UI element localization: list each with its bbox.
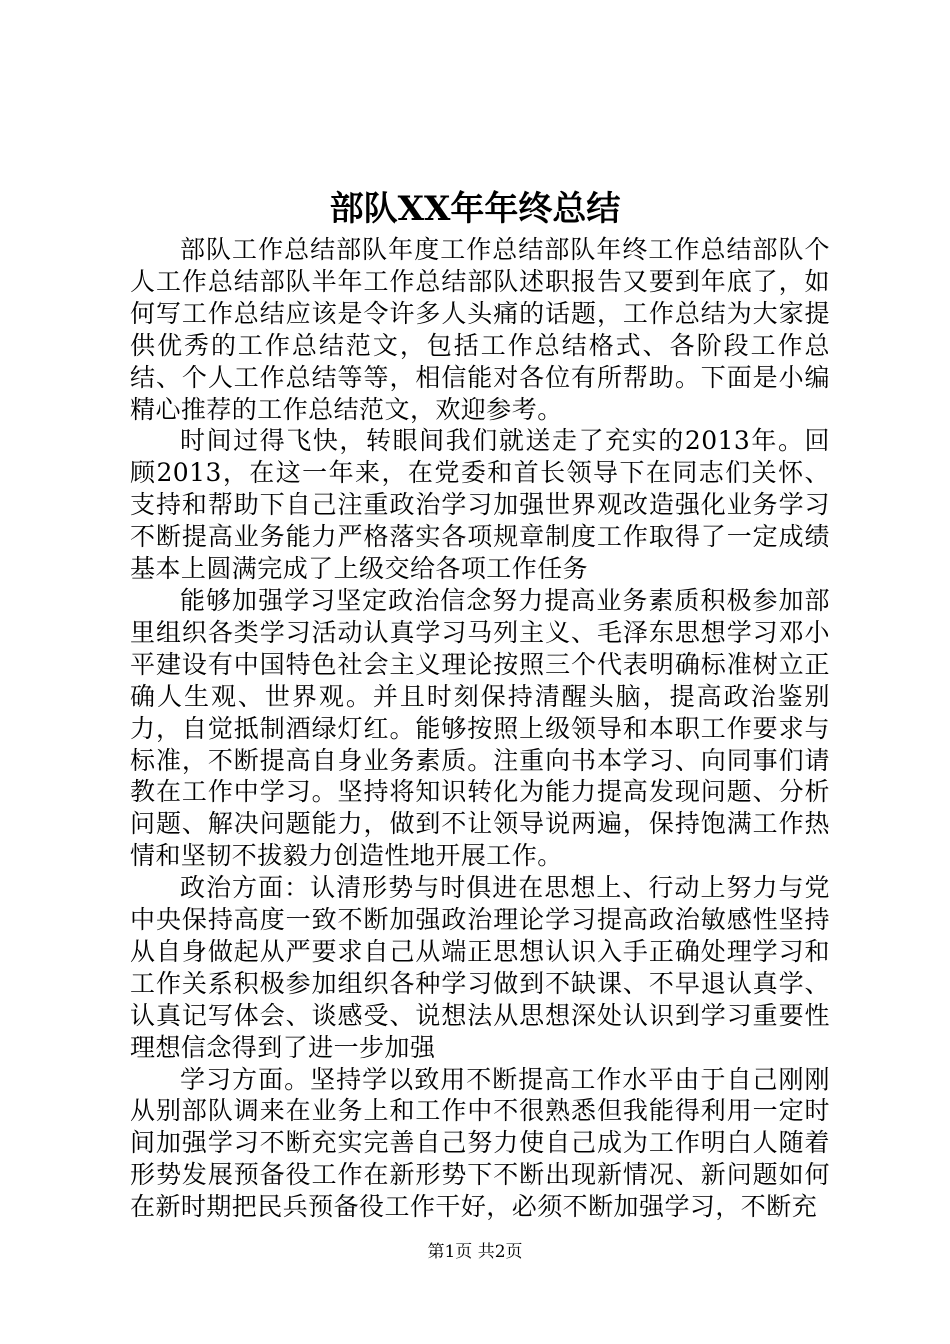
paragraph-review: 时间过得飞快，转眼间我们就送走了充实的2013年。回顾2013，在这一年来，在党委和首长领导下在同志们关怀、支持和帮助下自己注重政治学习加强世界观改造强化业务学习不断提高业务能力严格落实各项规章制度工作取得了一定成绩基本上圆满完成了上级交给各项工作任务 [130,426,830,584]
page-number-footer: 第1页 共2页 [427,1242,523,1262]
paragraph-intro: 部队工作总结部队年度工作总结部队年终工作总结部队个人工作总结部队半年工作总结部队述职报告又要到年底了，如何写工作总结应该是令许多人头痛的话题，工作总结为大家提供优秀的工作总结范文，包括工作总结格式、各阶段工作总结、个人工作总结等等，相信能对各位有所帮助。下面是小编精心推荐的工作总结范文，欢迎参考。 [130,235,830,424]
paragraph-learning: 学习方面。坚持学以致用不断提高工作水平由于自己刚刚从别部队调来在业务上和工作中不很熟悉但我能得利用一定时间加强学习不断充实完善自己努力使自己成为工作明白人随着形势发展预备役工作在新形势下不断出现新情况、新问题如何在新时期把民兵预备役工作干好，必须不断加强学习，不断充 [130,1064,830,1222]
paragraph-study: 能够加强学习坚定政治信念努力提高业务素质积极参加部里组织各类学习活动认真学习马列主义、毛泽东思想学习邓小平建设有中国特色社会主义理论按照三个代表明确标准树立正确人生观、世界观。并且时刻保持清醒头脑，提高政治鉴别力，自觉抵制酒绿灯红。能够按照上级领导和本职工作要求与标准，不断提高自身业务素质。注重向书本学习、向同事们请教在工作中学习。坚持将知识转化为能力提高发现问题、分析问题、解决问题能力，做到不让领导说两遍，保持饱满工作热情和坚韧不拔毅力创造性地开展工作。 [130,585,830,871]
document-body [130,234,830,1223]
paragraph-politics: 政治方面：认清形势与时俱进在思想上、行动上努力与党中央保持高度一致不断加强政治理论学习提高政治敏感性坚持从自身做起从严要求自己从端正思想认识入手正确处理学习和工作关系积极参加组织各种学习做到不缺课、不早退认真学、认真记写体会、谈感受、说想法从思想深处认识到学习重要性理想信念得到了进一步加强 [130,873,830,1062]
document-title: 部队XX年年终总结 [329,189,621,229]
